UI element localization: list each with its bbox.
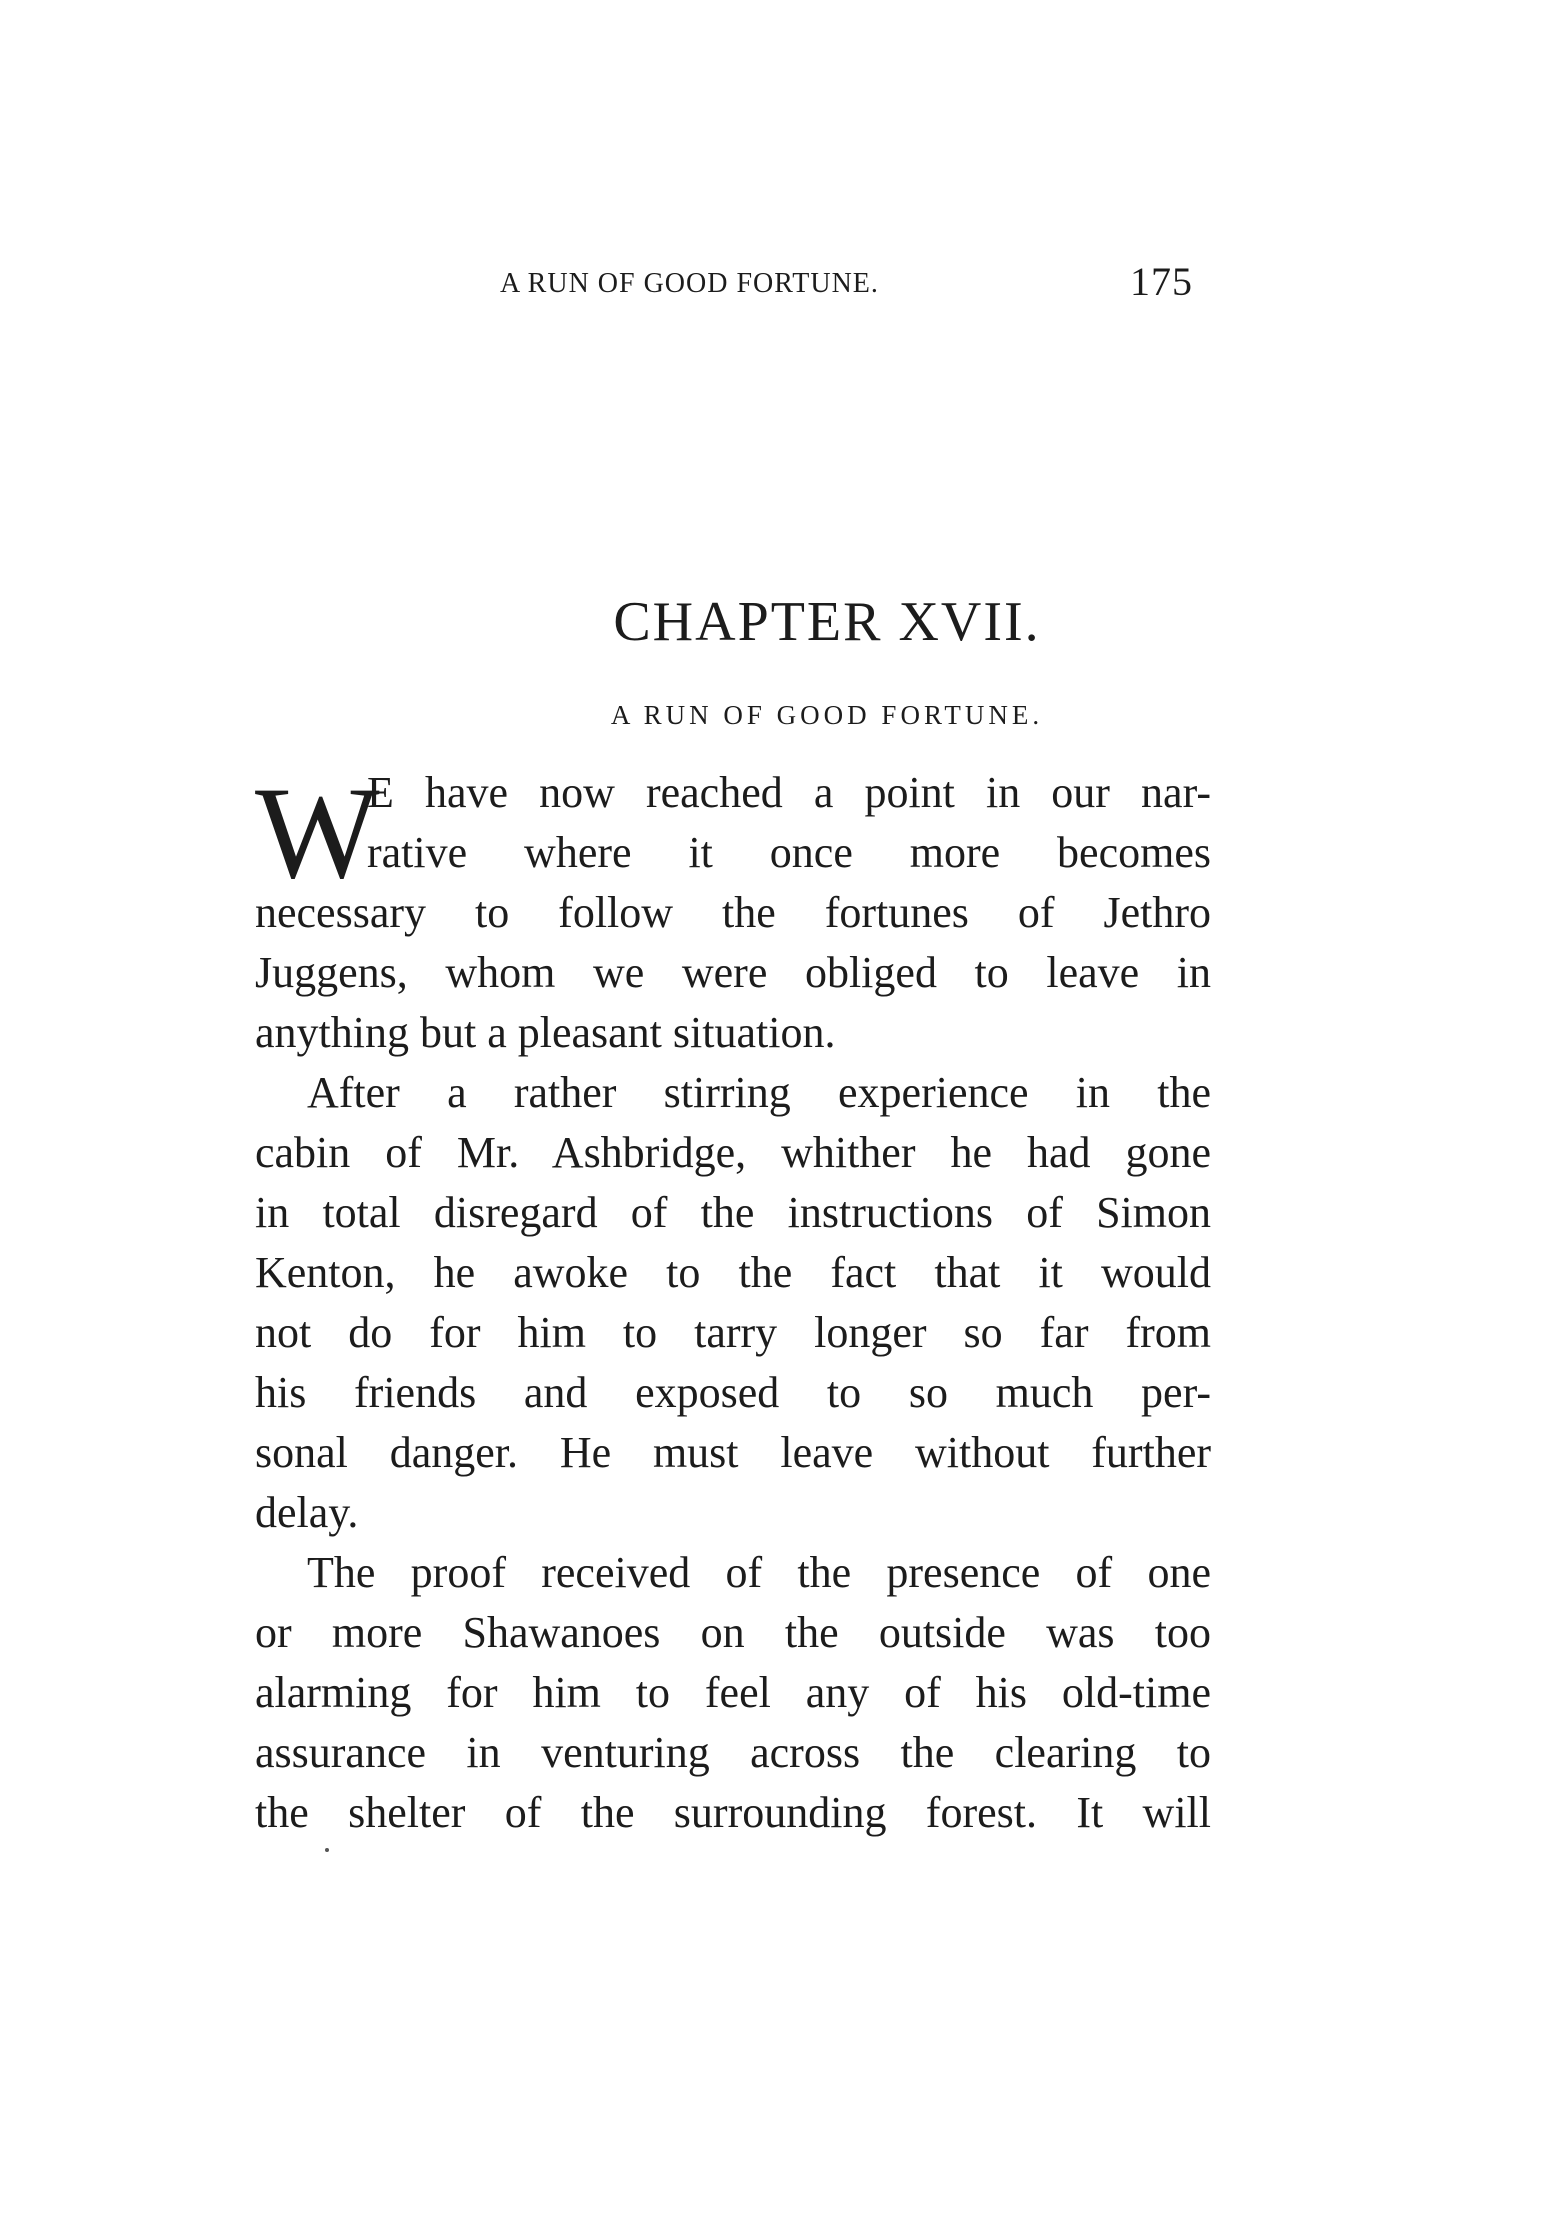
ink-speck: [325, 1848, 329, 1852]
text-line: E have now reached a point in our nar-: [367, 768, 1211, 817]
text-line: Juggens, whom we were obliged to leave in: [255, 948, 1211, 997]
text-line: necessary to follow the fortunes of Jethro: [255, 888, 1211, 937]
text-line: or more Shawanoes on the outside was too: [255, 1608, 1211, 1657]
chapter-heading: CHAPTER XVII.: [613, 591, 1041, 653]
paragraph-3: [255, 1543, 1211, 1843]
paragraph-1: [255, 759, 1211, 1063]
text-line: assurance in venturing across the clearing to: [255, 1728, 1211, 1777]
text-line: The proof received of the presence of one: [307, 1548, 1211, 1597]
text-line: not do for him to tarry longer so far from: [255, 1308, 1211, 1357]
text-line: the shelter of the surrounding forest. It will: [255, 1788, 1211, 1837]
text-line: sonal danger. He must leave without further: [255, 1428, 1211, 1477]
paragraph-2: [255, 1063, 1211, 1543]
chapter-title: A RUN OF GOOD FORTUNE.: [610, 700, 1044, 730]
page-number: 175: [1130, 259, 1193, 304]
text-line: his friends and exposed to so much per-: [255, 1368, 1211, 1417]
drop-cap: W: [255, 759, 380, 906]
text-line: delay.: [255, 1488, 359, 1537]
text-line: alarming for him to feel any of his old-time: [255, 1668, 1211, 1717]
text-line: After a rather stirring experience in the: [307, 1068, 1211, 1117]
text-line: rative where it once more becomes: [367, 828, 1211, 877]
text-line: cabin of Mr. Ashbridge, whither he had gone: [255, 1128, 1211, 1177]
text-line: anything but a pleasant situation.: [255, 1008, 836, 1057]
text-line: in total disregard of the instructions of Simon: [255, 1188, 1211, 1237]
text-line: Kenton, he awoke to the fact that it would: [255, 1248, 1211, 1297]
running-head: A RUN OF GOOD FORTUNE.: [500, 268, 879, 299]
